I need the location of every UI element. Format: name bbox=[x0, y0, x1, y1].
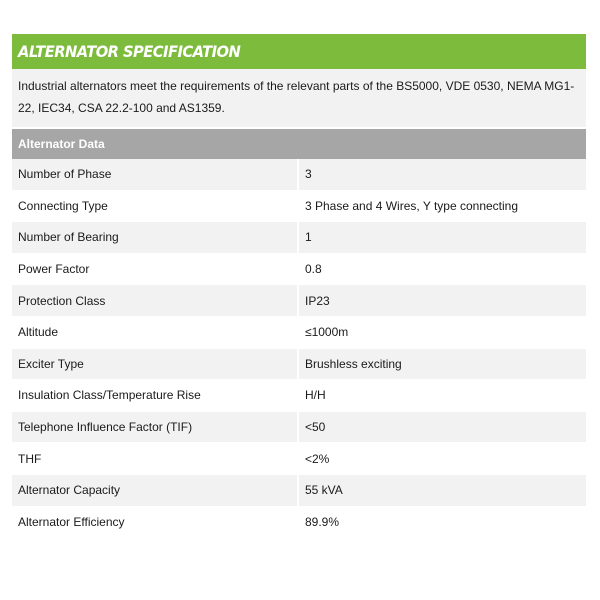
row-value: H/H bbox=[305, 388, 326, 403]
row-label: Alternator Capacity bbox=[12, 475, 299, 506]
table-row bbox=[12, 285, 586, 317]
row-label: Connecting Type bbox=[12, 191, 299, 222]
row-label: Alternator Efficiency bbox=[12, 507, 299, 538]
row-label: Telephone Influence Factor (TIF) bbox=[12, 412, 299, 443]
table-row bbox=[12, 159, 586, 191]
row-label: Protection Class bbox=[12, 285, 299, 316]
row-label: Altitude bbox=[12, 317, 299, 348]
table-row bbox=[12, 380, 586, 412]
page-title: ALTERNATOR SPECIFICATION bbox=[18, 42, 241, 61]
table-row bbox=[12, 443, 586, 475]
table-row bbox=[12, 222, 586, 254]
section-title: Alternator Data bbox=[18, 137, 105, 151]
row-value: Brushless exciting bbox=[305, 356, 402, 371]
row-label: Number of Phase bbox=[12, 159, 299, 190]
table-row bbox=[12, 475, 586, 507]
row-value: ≤1000m bbox=[305, 325, 349, 340]
row-label: Exciter Type bbox=[12, 349, 299, 380]
table-row bbox=[12, 254, 586, 286]
row-value: <50 bbox=[305, 420, 326, 435]
table-row bbox=[12, 507, 586, 539]
spec-table bbox=[12, 159, 586, 538]
row-value: 89.9% bbox=[305, 514, 340, 529]
row-label: Number of Bearing bbox=[12, 222, 299, 253]
row-value: 3 bbox=[305, 167, 312, 182]
section-header bbox=[12, 129, 586, 159]
row-value: IP23 bbox=[305, 293, 330, 308]
row-value: 55 kVA bbox=[305, 483, 343, 498]
table-row bbox=[12, 191, 586, 223]
row-value: <2% bbox=[305, 451, 330, 466]
row-value: 3 Phase and 4 Wires, Y type connecting bbox=[305, 198, 519, 213]
row-label: Insulation Class/Temperature Rise bbox=[12, 380, 299, 411]
intro-text: Industrial alternators meet the requirements of the relevant parts of the BS5000, VDE 0530, NEMA MG1-22, IEC34, CSA 22.2-100 and AS1359. bbox=[12, 69, 586, 129]
row-value: 0.8 bbox=[305, 262, 322, 277]
row-label: THF bbox=[12, 443, 299, 474]
row-value: 1 bbox=[305, 230, 312, 245]
table-row bbox=[12, 412, 586, 444]
title-bar bbox=[12, 34, 586, 69]
specification-sheet bbox=[12, 34, 586, 538]
table-row bbox=[12, 349, 586, 381]
table-row bbox=[12, 317, 586, 349]
row-label: Power Factor bbox=[12, 254, 299, 285]
